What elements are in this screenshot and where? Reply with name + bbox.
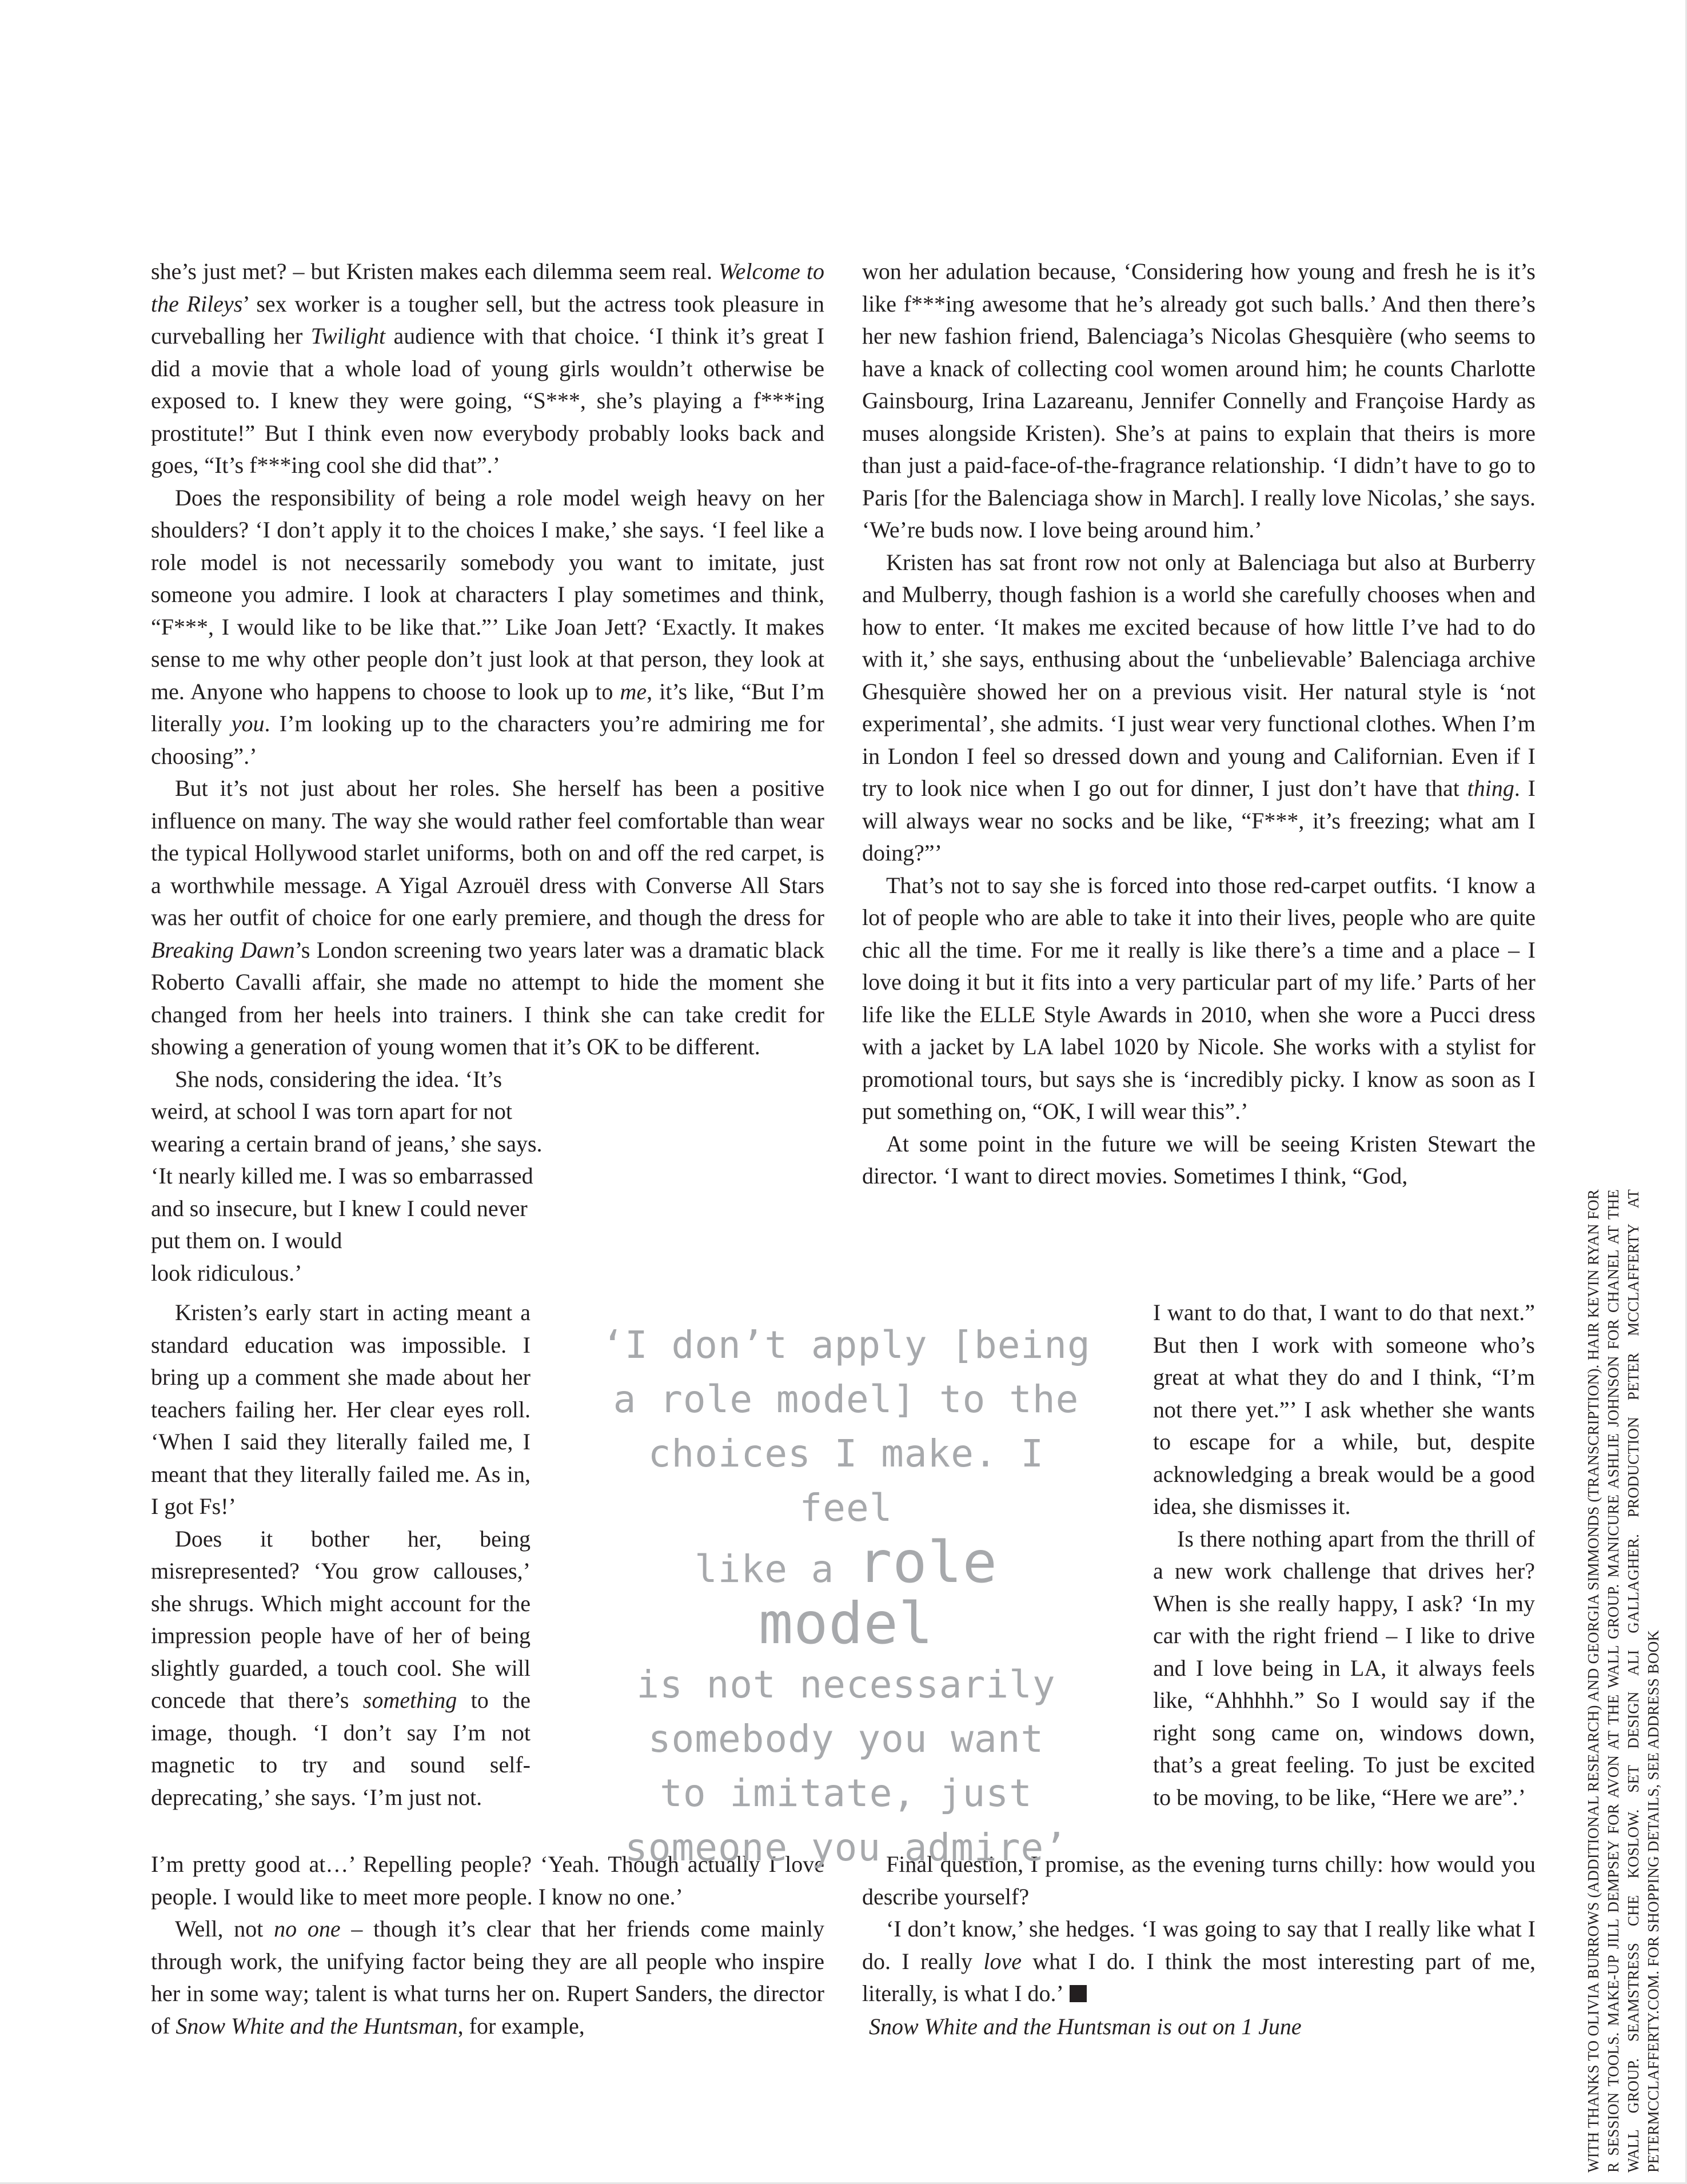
paragraph: Kristen’s early start in acting meant a standard education was impossible. I bring up a comment she made about her teachers failing her. Her clear eyes roll. ‘When I said they literally failed me, I meant that they literally failed me. As in, I got Fs!’ (151, 1300, 531, 1519)
pull-quote-line: choices I make. I feel (648, 1432, 1044, 1530)
paragraph: won her adulation because, ‘Considering how young and fresh he is it’s like f***ing awesome that he’s already got such balls.’ And then there’s her new fashion friend, Balenciaga’s Nicolas Ghesquière (who seems to have a knack of collecting cool women around him; he counts Charlotte Gainsbourg, Irina Lazareanu, Jennifer Connelly and Françoise Hardy as muses alongside Kristen). She’s at pains to explain that theirs is more than just a paid-face-of-the-fragrance relationship. ‘I didn’t have to go to Paris [for the Balenciaga show in March]. I really love Nicolas,’ she says. ‘We’re buds now. I love being around him.’ (862, 258, 1536, 543)
paragraph: At some point in the future we will be seeing Kristen Stewart the director. ‘I want to direct movies. Sometimes I think, “God, (862, 1130, 1536, 1189)
paragraph: Kristen has sat front row not only at Balenciaga but also at Burberry and Mulberry, though fashion is a world she carefully chooses when and how to enter. ‘It makes me excited because of how little I’ve had to do with it,’ she says, enthusing about the ‘unbelievable’ Balenciaga archive Ghesquière showed her on a previous visit. Her natural style is ‘not experimental’, she admits. ‘I just wear very functional clothes. When I’m in London I feel so dressed down and young and Californian. Even if I try to look nice when I go out for dinner, I just don’t have that thing. I will always wear no socks and be like, “F***, it’s freezing; what am I doing?”’ (862, 549, 1536, 866)
article-column-left-top (151, 256, 824, 1289)
article-column-left-bottom (151, 1848, 824, 2042)
end-of-article-square-icon (1070, 1985, 1087, 2002)
production-credits: WITH THANKS TO OLIVIA BURROWS (ADDITIONAL RESEARCH) AND GEORGIA SIMMONDS (TRANSCRIPTION). HAIR KEVIN RYAN FOR R SESSION TOOLS. MAKE-UP JILL DEMPSEY FOR AVON AT THE WALL GROUP. MANICURE ASHLIE JOHNSON FOR CHANEL AT THE WALL GROUP. SEAMSTRESS CHE KOSLOW. SET DESIGN ALI GALLAGHER. PRODUCTION PETER MCCLAFFERTY AT PETERMCCLAFFERTY.COM. FOR SHOPPING DETAILS, SEE ADDRESS BOOK (1585, 1189, 1662, 2173)
paragraph: But it’s not just about her roles. She herself has been a positive influence on many. The way she would rather feel comfortable than wear the typical Hollywood starlet uniforms, both on and off the red carpet, is a worthwhile message. A Yigal Azrouël dress with Converse All Stars was her outfit of choice for one early premiere, and though the dress for Breaking Dawn’s London screening two years later was a dramatic black Roberto Cavalli affair, she made no attempt to hide the moment she changed from her heels into trainers. I think she can take credit for showing a generation of young women that it’s OK to be different. (151, 775, 825, 1059)
pull-quote-line: somebody you want (648, 1717, 1044, 1761)
paragraph-continuation: I want to do that, I want to do that next.” But then I work with someone who’s great at what they do and I think, “I’m not there yet.”’ I ask whether she wants to escape for a while, but, despite acknowledging a break would be a good idea, she dismisses it. (1153, 1300, 1535, 1519)
pull-quote-line: is not necessarily (636, 1663, 1056, 1707)
article-column-right-narrow (1153, 1297, 1535, 1814)
pull-quote-line: someone you admire’ (625, 1826, 1067, 1870)
paragraph: That’s not to say she is forced into those red-carpet outfits. ‘I know a lot of people who are able to take it into their lives, people who are quite chic all the time. For me it really is like there’s a time and a place – I love doing it but it fits into a very particular part of my life.’ Parts of her life like the ELLE Style Awards in 2010, when she wore a Pucci dress with a jacket by LA label 1020 by Nicole. She works with a stylist for promotional tours, but says she is ‘incredibly picky. I know as soon as I put something on, “OK, I will wear this”.’ (862, 872, 1536, 1124)
paragraph: she’s just met? – but Kristen makes each dilemma seem real. Welcome to the Rileys’ sex worker is a tougher sell, but the actress took pleasure in curveballing her Twilight audience with that choice. ‘I think it’s great I did a movie that a whole load of young girls wouldn’t otherwise be exposed to. I knew they were going, “S***, she’s playing a f***ing prostitute!” But I think even now everybody probably looks back and goes, “It’s f***ing cool she did that”.’ (151, 258, 824, 478)
paragraph: Is there nothing apart from the thrill of a new work challenge that drives her? When is she really happy, I ask? ‘In my car with the right friend – I like to drive and I love being in LA, it always feels like, “Ahhhhh.” So I would say if the right song came on, windows down, that’s a great feeling. To just be excited to be moving, to be like, “Here we are”.’ (1153, 1525, 1535, 1810)
paragraph: Does the responsibility of being a role model weigh heavy on her shoulders? ‘I don’t apply it to the choices I make,’ she says. ‘I feel like a role model is not necessarily somebody you want to imitate, just someone you admire. I look at characters I play sometimes and think, “F***, I would like to be like that.”’ Like Joan Jett? ‘Exactly. It makes sense to me why other people don’t just look at that person, they look at me. Anyone who happens to choose to look up to me, it’s like, “But I’m literally you. I’m looking up to the characters you’re admiring me for choosing”.’ (151, 484, 825, 769)
pull-quote-line: ‘I don’t apply [being (601, 1323, 1091, 1367)
paragraph: She nods, considering the idea. ‘It’s weird, at school I was torn apart for not wearing a certain brand of jeans,’ she says. ‘It nearly killed me. I was so embarrassed and so insecure, but I knew I could never put them on. I would (151, 1066, 543, 1253)
paragraph: I’m pretty good at…’ Repelling people? ‘Yeah. Though actually I love people. I would like to meet more people. I know no one.’ (151, 1851, 824, 1910)
pull-quote-emphasis: role model (758, 1529, 998, 1657)
article-column-right-top (862, 256, 1536, 1193)
paragraph-continuation: look ridiculous.’ (151, 1260, 302, 1286)
paragraph: ‘I don’t know,’ she hedges. ‘I was going to say that I really like what I do. I really love what I do. I think the most interesting part of me, literally, is what I do.’ (862, 1916, 1536, 2006)
pull-quote-line: to imitate, just (660, 1771, 1032, 1815)
pull-quote (595, 1318, 1098, 1875)
pull-quote-line: a role model] to the (613, 1377, 1079, 1421)
article-column-left-narrow (151, 1297, 531, 1814)
paragraph: Does it bother her, being misrepresented? ‘You grow callouses,’ she shrugs. Which might account for the impression people have of her of being slightly guarded, a touch cool. She will concede that there’s something to the image, though. ‘I don’t say I’m not magnetic to try and sound self-deprecating,’ she says. ‘I’m just not. (151, 1525, 531, 1810)
release-credit: Snow White and the Huntsman is out on 1 June (869, 2014, 1302, 2039)
paragraph: Well, not no one – though it’s clear that her friends come mainly through work, the unifying factor being they are all people who inspire her in some way; talent is what turns her on. Rupert Sanders, the director of Snow White and the Huntsman, for example, (151, 1916, 824, 2039)
pull-quote-line: like a role model (695, 1529, 998, 1657)
paragraph: Final question, I promise, as the evening turns chilly: how would you describe yourself? (862, 1851, 1536, 1910)
